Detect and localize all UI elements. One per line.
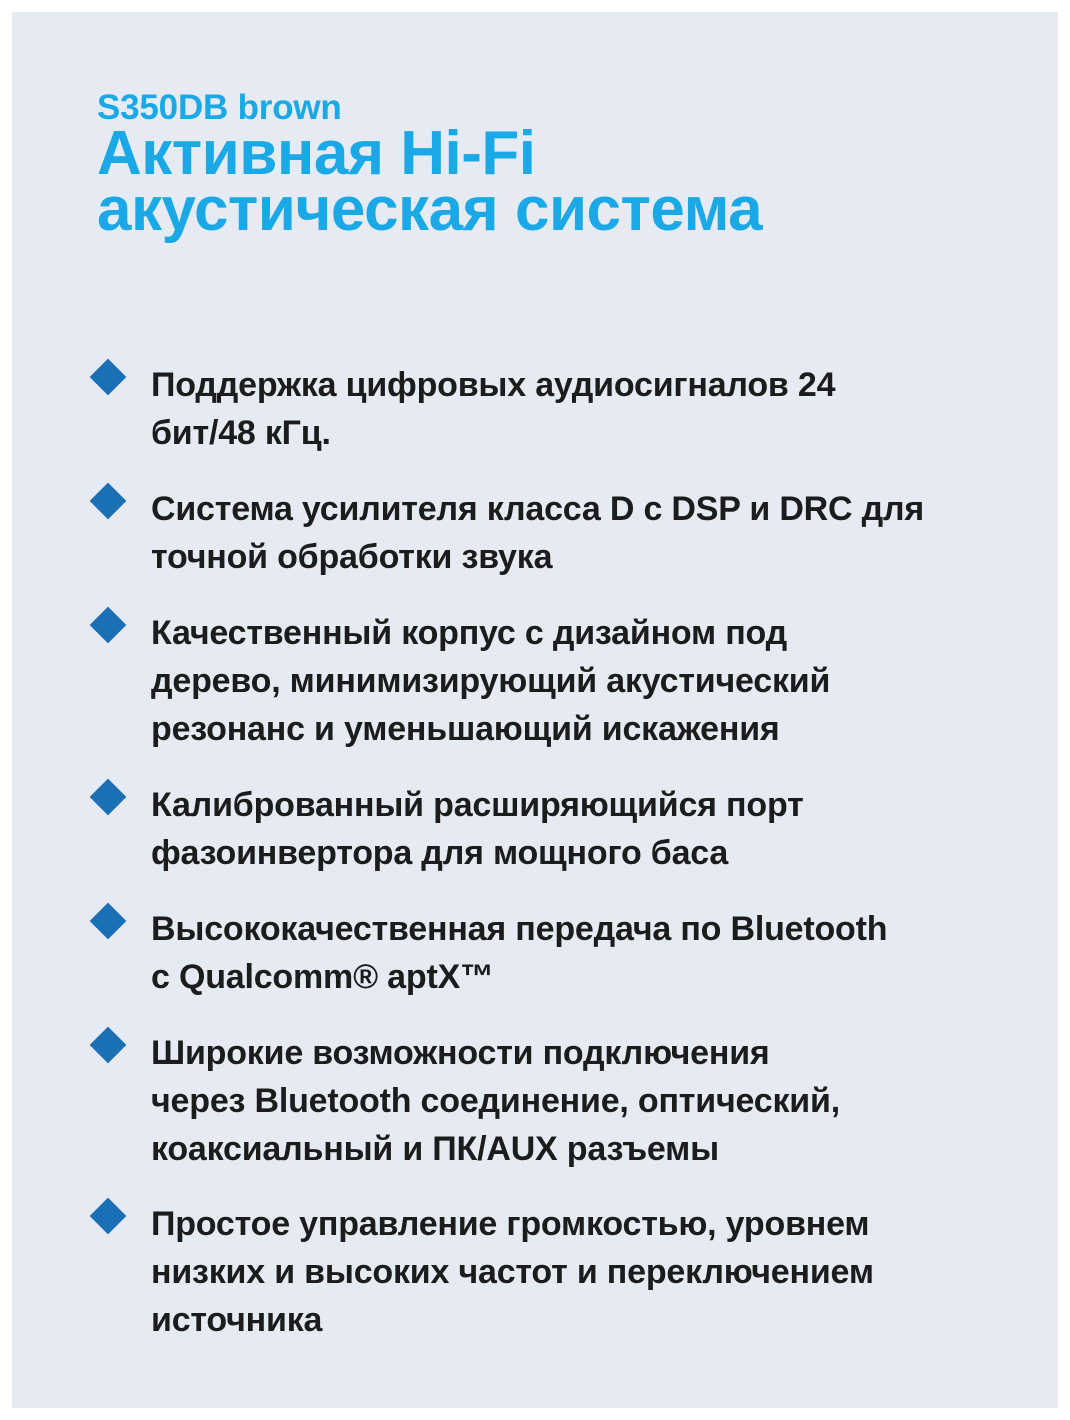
diamond-bullet-icon xyxy=(90,1198,127,1235)
feature-line: Система усилителя класса D с DSP и DRC для xyxy=(151,490,925,528)
feature-line: низких и высоких частот и переключением xyxy=(151,1253,874,1291)
feature-line: бит/48 кГц. xyxy=(151,414,331,452)
diamond-bullet-icon xyxy=(90,1027,127,1064)
feature-text xyxy=(151,1029,981,1173)
feature-line: Поддержка цифровых аудиосигналов 24 xyxy=(151,366,836,404)
feature-line: Калиброванный расширяющийся порт xyxy=(151,786,804,824)
model-name: S350DB brown xyxy=(97,88,342,127)
feature-line: фазоинвертора для мощного баса xyxy=(151,834,729,872)
title-line-2: акустическая система xyxy=(97,175,763,244)
feature-line: источника xyxy=(151,1301,323,1339)
feature-text xyxy=(151,485,981,581)
feature-line: Простое управление громкостью, уровнем xyxy=(151,1205,870,1243)
feature-line: резонанс и уменьшающий искажения xyxy=(151,710,780,748)
title-line-1: Активная Hi-Fi xyxy=(97,119,536,188)
feature-text xyxy=(151,781,981,877)
diamond-bullet-icon xyxy=(90,483,127,520)
feature-line: Качественный корпус с дизайном под xyxy=(151,614,788,652)
feature-line: Широкие возможности подключения xyxy=(151,1034,770,1072)
feature-text xyxy=(151,1200,981,1344)
feature-line: через Bluetooth соединение, оптический, xyxy=(151,1082,840,1120)
feature-text xyxy=(151,609,981,753)
feature-text xyxy=(151,361,981,457)
feature-line: коаксиальный и ПК/AUX разъемы xyxy=(151,1130,719,1168)
feature-line: Высококачественная передача по Bluetooth xyxy=(151,910,888,948)
feature-line: дерево, минимизирующий акустический xyxy=(151,662,831,700)
diamond-bullet-icon xyxy=(90,779,127,816)
feature-text xyxy=(151,905,981,1001)
feature-line: точной обработки звука xyxy=(151,538,553,576)
diamond-bullet-icon xyxy=(90,607,127,644)
diamond-bullet-icon xyxy=(90,903,127,940)
diamond-bullet-icon xyxy=(90,359,127,396)
feature-line: с Qualcomm® aptX™ xyxy=(151,958,494,996)
